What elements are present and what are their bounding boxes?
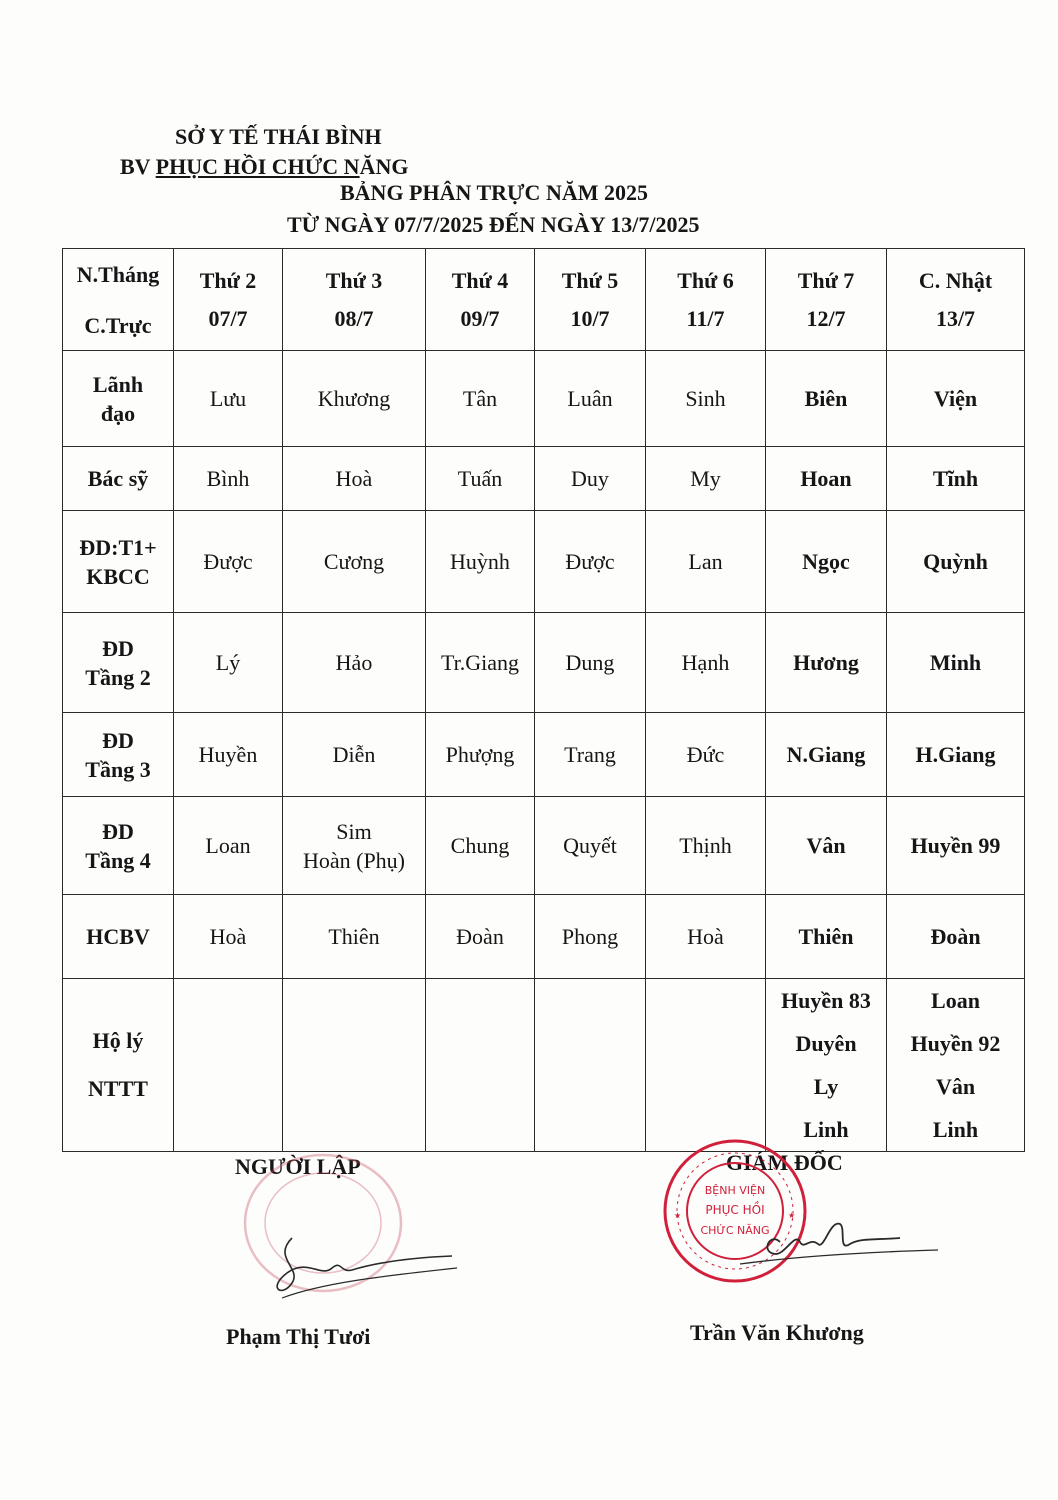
duty-cell: Cương [283,511,426,613]
row-label-line: ĐD:T1+ [79,534,157,560]
day-date: 09/7 [460,305,500,331]
row-label-line: đạo [100,400,136,426]
duty-cell: H.Giang [887,713,1025,797]
svg-text:★: ★ [674,1211,682,1220]
roster-row [63,447,1025,511]
duty-cell: Đoàn [426,895,535,979]
row-label-line: Lãnh [92,371,144,397]
row-label [63,351,174,447]
director-title: GIÁM ĐỐC [726,1150,843,1175]
creator-name: Phạm Thị Tươi [226,1324,371,1349]
duty-cell: Lưu [174,351,283,447]
svg-text:PHỤC HỒI: PHỤC HỒI [705,1203,765,1217]
row-label-line: Tầng 3 [85,756,151,782]
duty-cell: Hoan [766,447,887,511]
duty-cell: Thiên [283,895,426,979]
duty-cell: Huyền 83 Duyên Ly Linh [766,979,887,1152]
duty-cell: Diễn [283,713,426,797]
duty-cell: Bình [174,447,283,511]
row-label-line: ĐD [102,818,134,844]
duty-cell: Đức [646,713,766,797]
date-range: TỪ NGÀY 07/7/2025 ĐẾN NGÀY 13/7/2025 [287,212,700,237]
row-label-line: Hộ lý [92,1028,144,1053]
duty-cell: Hoà [283,447,426,511]
duty-cell: Hoà [646,895,766,979]
duty-cell: Loan [174,797,283,895]
day-date: 13/7 [935,305,976,331]
org-line-2 [120,154,408,180]
duty-cell: Lý [174,613,283,713]
day-header-cell [535,249,646,351]
director-signature-icon [700,1212,940,1282]
creator-signature-icon [262,1228,462,1308]
duty-cell: Biên [766,351,887,447]
duty-cell: Hoà [174,895,283,979]
svg-text:★: ★ [788,1211,796,1220]
row-label-line: Tầng 2 [85,664,151,690]
row-label-line: ĐD [102,727,134,753]
row-label-line: Bác sỹ [87,466,149,491]
duty-cell: Huỳnh [426,511,535,613]
row-label-line: HCBV [86,924,150,949]
row-label [63,713,174,797]
day-name: Thứ 5 [561,267,619,293]
roster-row [63,511,1025,613]
page-title: BẢNG PHÂN TRỰC NĂM 2025 [340,180,648,205]
duty-cell: Tân [426,351,535,447]
roster-row [63,895,1025,979]
duty-cell: Phong [535,895,646,979]
duty-cell: Chung [426,797,535,895]
duty-cell: Được [535,511,646,613]
day-header-cell [283,249,426,351]
duty-cell: Huyền 99 [887,797,1025,895]
day-name: Thứ 4 [451,267,509,293]
org-suffix: ĂNG [359,154,409,179]
day-header-cell [646,249,766,351]
day-name: Thứ 7 [797,267,855,293]
org-underlined: PHỤC HỒI CHỨC N [155,154,360,179]
duty-cell: Sim Hoàn (Phụ) [283,797,426,895]
duty-cell: Duy [535,447,646,511]
day-date: 07/7 [208,305,248,331]
creator-title: NGƯỜI LẬP [235,1154,361,1179]
org-line-1: SỞ Y TẾ THÁI BÌNH [175,124,382,149]
duty-cell: Quỳnh [887,511,1025,613]
day-header-cell [766,249,887,351]
duty-cell: Loan Huyền 92 Vân Linh [887,979,1025,1152]
duty-cell: Thịnh [646,797,766,895]
duty-cell: Tr.Giang [426,613,535,713]
row-label-line: ĐD [102,635,134,661]
duty-cell: Tuấn [426,447,535,511]
duty-cell: Ngọc [766,511,887,613]
roster-row [63,979,1025,1152]
day-name: Thứ 3 [325,267,383,293]
corner-cell [63,249,174,351]
header-row [63,249,1025,351]
duty-cell: Viện [887,351,1025,447]
duty-roster-table [62,248,1025,1152]
duty-cell: Dung [535,613,646,713]
row-label [63,511,174,613]
duty-cell: Hạnh [646,613,766,713]
duty-cell: Đoàn [887,895,1025,979]
day-date: 10/7 [570,305,610,331]
duty-cell: Tĩnh [887,447,1025,511]
svg-text:CHỨC NĂNG: CHỨC NĂNG [700,1224,770,1237]
row-label [63,797,174,895]
duty-cell [174,979,283,1152]
row-label-line: KBCC [86,563,150,589]
day-header-cell [426,249,535,351]
duty-cell: Sinh [646,351,766,447]
row-label [63,613,174,713]
duty-cell: Quyết [535,797,646,895]
roster-row [63,713,1025,797]
duty-cell: Phượng [426,713,535,797]
duty-cell: Thiên [766,895,887,979]
duty-cell: Khương [283,351,426,447]
duty-cell: Được [174,511,283,613]
duty-cell: Minh [887,613,1025,713]
duty-cell [535,979,646,1152]
day-date: 11/7 [686,305,725,331]
day-date: 12/7 [806,305,846,331]
corner-bottom: C.Trực [84,312,152,338]
duty-cell: Vân [766,797,887,895]
duty-cell: Luân [535,351,646,447]
duty-cell [283,979,426,1152]
svg-text:BỆNH VIỆN: BỆNH VIỆN [704,1184,766,1197]
day-header-cell [887,249,1025,351]
org-prefix: BV [120,154,156,179]
row-label-line: Tầng 4 [85,847,151,873]
duty-cell: Hương [766,613,887,713]
duty-cell: Huyền [174,713,283,797]
day-header-cell [174,249,283,351]
duty-cell: N.Giang [766,713,887,797]
roster-row [63,351,1025,447]
director-name: Trần Văn Khương [690,1320,864,1345]
day-name: Thứ 6 [677,267,734,293]
row-label-line: NTTT [88,1076,148,1101]
day-date: 08/7 [334,305,374,331]
corner-top: N.Tháng [76,261,160,287]
duty-cell [426,979,535,1152]
duty-cell [646,979,766,1152]
roster-row [63,797,1025,895]
day-name: Thứ 2 [199,267,257,293]
row-label [63,447,174,511]
day-name: C. Nhật [918,267,993,293]
row-label [63,895,174,979]
duty-cell: Trang [535,713,646,797]
duty-cell: Lan [646,511,766,613]
roster-row [63,613,1025,713]
duty-cell: Hảo [283,613,426,713]
duty-cell: My [646,447,766,511]
row-label [63,979,174,1152]
